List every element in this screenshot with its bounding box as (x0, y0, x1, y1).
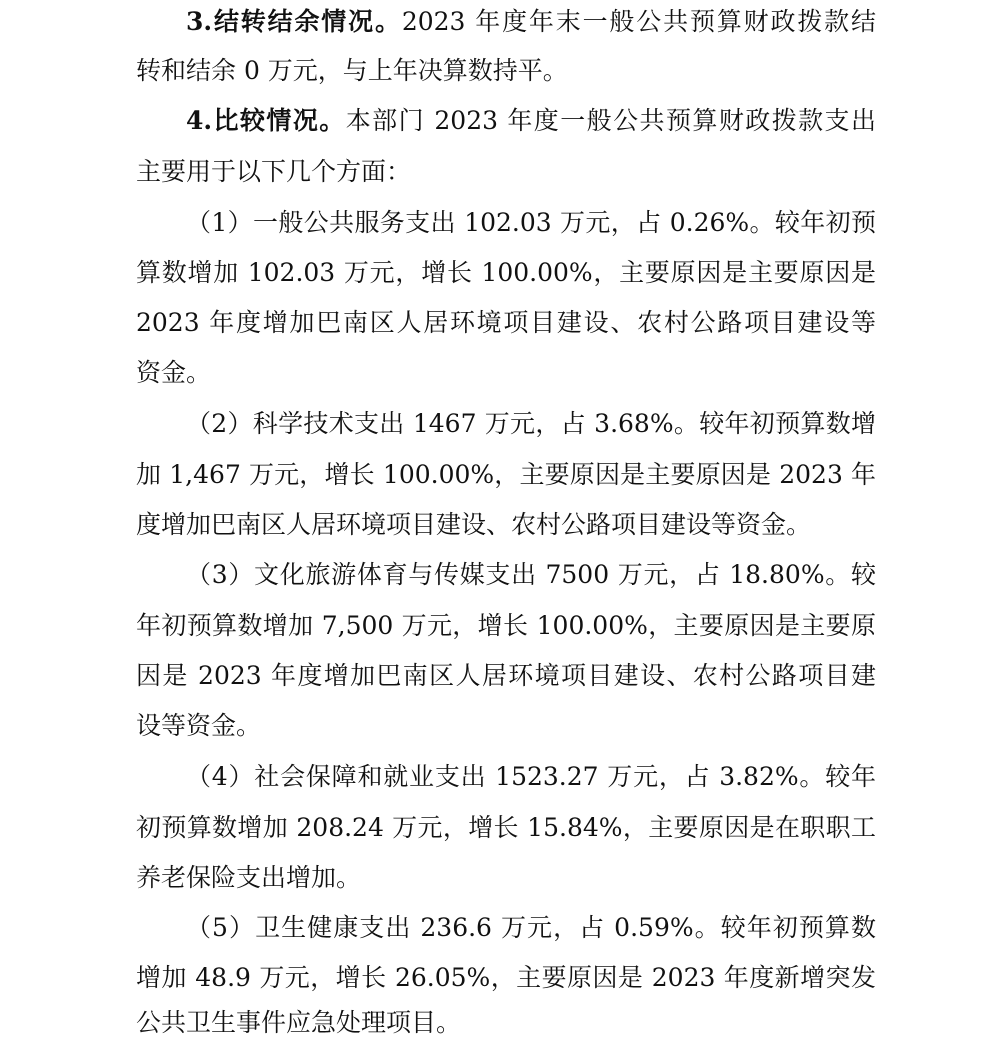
paragraph-line: 公共卫生事件应急处理项目。 (136, 1008, 462, 1037)
paragraph-line: 2023 年度增加巴南区人居环境项目建设、农村公路项目建设等 (136, 308, 876, 337)
paragraph-line: 算数增加 102.03 万元，增长 100.00%，主要原因是主要原因是 (136, 258, 876, 287)
paragraph-line: 度增加巴南区人居环境项目建设、农村公路项目建设等资金。 (136, 510, 812, 539)
paragraph-line: （2）科学技术支出 1467 万元，占 3.68%。较年初预算数增 (186, 409, 876, 438)
paragraph-line: （5）卫生健康支出 236.6 万元，占 0.59%。较年初预算数 (186, 913, 876, 942)
line-text: 本部门 2023 年度一般公共预算财政拨款支出 (345, 106, 876, 135)
paragraph-line: 资金。 (136, 358, 212, 387)
paragraph-line: 转和结余 0 万元，与上年决算数持平。 (136, 56, 568, 85)
paragraph-line: 设等资金。 (136, 711, 262, 740)
paragraph-line: 因是 2023 年度增加巴南区人居环境项目建设、农村公路项目建 (136, 661, 876, 690)
line-text: 2023 年度年末一般公共预算财政拨款结 (401, 7, 876, 36)
paragraph-line: 增加 48.9 万元，增长 26.05%，主要原因是 2023 年度新增突发 (136, 963, 876, 992)
paragraph-line: （3）文化旅游体育与传媒支出 7500 万元，占 18.80%。较 (186, 560, 876, 589)
paragraph-line: 初预算数增加 208.24 万元，增长 15.84%，主要原因是在职职工 (136, 813, 876, 842)
paragraph-line: 养老保险支出增加。 (136, 863, 362, 892)
paragraph-line: 年初预算数增加 7,500 万元，增长 100.00%，主要原因是主要原 (136, 611, 876, 640)
paragraph-line (186, 2, 876, 42)
paragraph-line: 主要用于以下几个方面： (136, 157, 412, 186)
section-heading: 4.比较情况。 (186, 106, 346, 135)
paragraph-line: 加 1,467 万元，增长 100.00%，主要原因是主要原因是 2023 年 (136, 460, 876, 489)
paragraph-line: （1）一般公共服务支出 102.03 万元，占 0.26%。较年初预 (186, 208, 876, 237)
paragraph-line (186, 101, 876, 141)
section-heading: 3.结转结余情况。 (186, 7, 402, 36)
paragraph-line: （4）社会保障和就业支出 1523.27 万元，占 3.82%。较年 (186, 762, 876, 791)
